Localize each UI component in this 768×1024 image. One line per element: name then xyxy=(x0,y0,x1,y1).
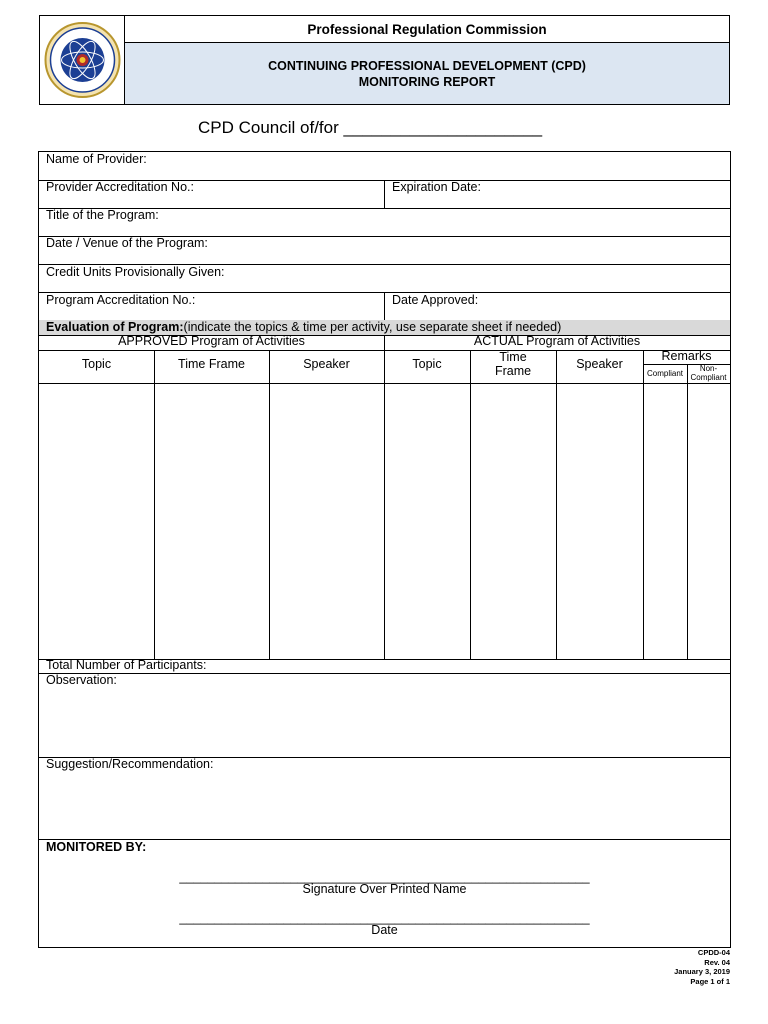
report-title-line1: CONTINUING PROFESSIONAL DEVELOPMENT (CPD) xyxy=(268,58,586,73)
actual-heading: ACTUAL Program of Activities xyxy=(473,334,641,348)
logo-cell xyxy=(40,16,125,104)
document-footer xyxy=(600,948,730,986)
observation-field[interactable]: Observation: xyxy=(46,673,117,687)
col-compliant2-label: Compliant xyxy=(690,373,727,382)
monitored-by-label: MONITORED BY: xyxy=(46,840,147,854)
evaluation-note: (indicate the topics & time per activity, use separate sheet if needed) xyxy=(183,320,562,334)
participants-field[interactable]: Total Number of Participants: xyxy=(46,658,207,672)
program-accreditation-field[interactable]: Program Accreditation No.: xyxy=(46,293,196,307)
signature-caption: Signature Over Printed Name xyxy=(302,882,467,896)
prc-seal-icon xyxy=(40,16,125,104)
approved-heading: APPROVED Program of Activities xyxy=(118,334,305,348)
revision: Rev. 04 xyxy=(704,957,730,967)
signature-line[interactable]: ___________________________________________________________ xyxy=(179,870,590,884)
agency-name: Professional Regulation Commission xyxy=(125,16,729,43)
date-caption: Date xyxy=(371,923,398,937)
col-topic-approved: Topic xyxy=(81,357,112,371)
col-timeframe-actual xyxy=(470,350,556,378)
date-approved-field[interactable]: Date Approved: xyxy=(392,293,479,307)
col-speaker-actual: Speaker xyxy=(576,357,623,371)
col-remarks: Remarks xyxy=(661,349,712,363)
col-timeframe-approved: Time Frame xyxy=(178,357,245,371)
date-venue-field[interactable]: Date / Venue of the Program: xyxy=(46,236,208,250)
col-speaker-approved: Speaker xyxy=(303,357,350,371)
revision-date: January 3, 2019 xyxy=(674,967,730,976)
form-header xyxy=(39,15,730,105)
monitoring-form xyxy=(38,151,731,948)
council-line[interactable]: CPD Council of/for _____________________ xyxy=(198,118,543,137)
evaluation-heading xyxy=(46,320,561,334)
col-non-label: Non- xyxy=(699,364,718,373)
page-number: Page 1 of 1 xyxy=(690,976,730,986)
provider-name-field[interactable]: Name of Provider: xyxy=(46,152,147,166)
suggestion-field[interactable]: Suggestion/Recommendation: xyxy=(46,757,214,771)
expiration-date-field[interactable]: Expiration Date: xyxy=(392,180,481,194)
program-title-field[interactable]: Title of the Program: xyxy=(46,208,159,222)
evaluation-label: Evaluation of Program: xyxy=(46,320,184,334)
report-title-line2: MONITORING REPORT xyxy=(358,74,496,89)
date-line[interactable]: ___________________________________________________________ xyxy=(179,911,590,925)
report-title xyxy=(125,43,729,104)
form-code: CPDD-04 xyxy=(697,948,730,957)
accreditation-no-field[interactable]: Provider Accreditation No.: xyxy=(46,180,194,194)
col-non-compliant xyxy=(687,364,730,382)
col-time-label: Time xyxy=(499,350,527,364)
col-topic-actual: Topic xyxy=(412,357,442,371)
credit-units-field[interactable]: Credit Units Provisionally Given: xyxy=(46,265,225,279)
col-compliant: Compliant xyxy=(646,369,683,378)
col-frame-label: Frame xyxy=(494,364,532,378)
